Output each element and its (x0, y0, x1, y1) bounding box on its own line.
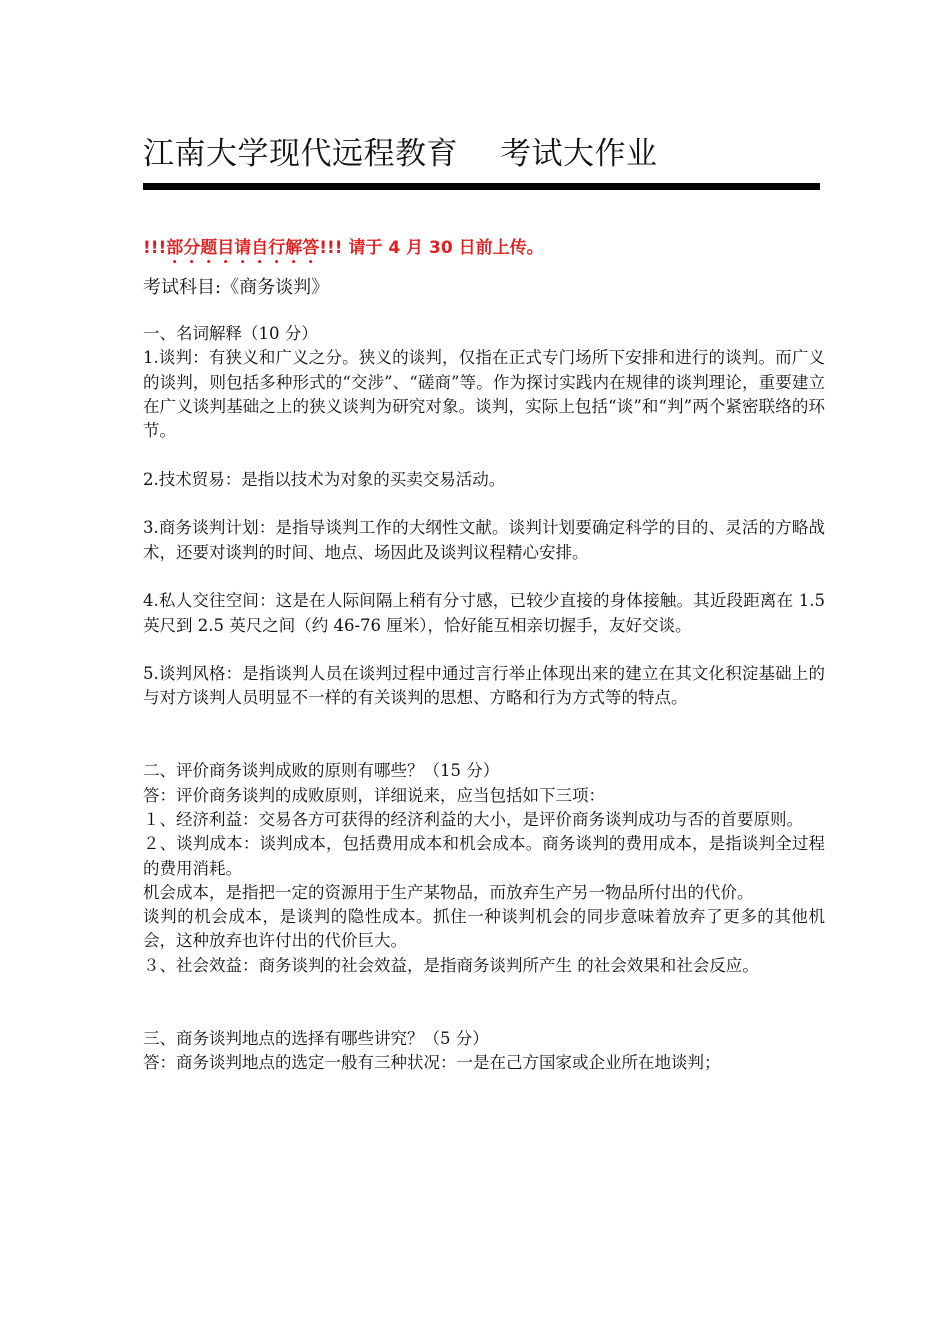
notice-deadline: 请于 4 月 30 日前上传。 (342, 238, 544, 258)
upload-notice (143, 233, 544, 268)
section-heading: 二、评价商务谈判成败的原则有哪些？（15 分） (143, 761, 500, 781)
answer-line: 答：商务谈判地点的选定一般有三种状况：一是在己方国家或企业所在地谈判； (143, 1052, 721, 1072)
document-type: 考试大作业 (500, 136, 658, 172)
answer-line: 谈判的机会成本，是谈判的隐性成本。抓住一种谈判机会的同步意味着放弃了更多的其他机会，这种放弃也许付出的代价巨大。 (143, 907, 825, 951)
school-name: 江南大学现代远程教育 (143, 136, 458, 172)
document-body (143, 322, 825, 1075)
term-definition: 4.私人交往空间：这是在人际间隔上稍有分寸感，已较少直接的身体接触。其近段距离在 1.5 英尺到 2.5 英尺之间（约 46-76 厘米），恰好能互相亲切握手，友好交谈。 (143, 591, 825, 635)
title-divider (143, 183, 820, 190)
term-definition: 1.谈判：有狭义和广义之分。狭义的谈判，仅指在正式专门场所下安排和进行的谈判。而广义的谈判，则包括多种形式的“交涉”、“磋商”等。作为探讨实践内在规律的谈判理论，重要建立在广义谈判基础之上的狭义谈判为研究对象。谈判，实际上包括“谈”和“判”两个紧密联络的环节。 (143, 348, 825, 441)
section-heading: 一、名词解释（10 分） (143, 324, 318, 343)
exam-subject: 考试科目:《商务谈判》 (143, 277, 330, 298)
answer-line: 答：评价商务谈判的成败原则，详细说来，应当包括如下三项： (143, 785, 605, 805)
term-definition: 3.商务谈判计划：是指导谈判工作的大纲性文献。谈判计划要确定科学的目的、灵活的方略战术，还要对谈判的时间、地点、场因此及谈判议程精心安排。 (143, 518, 825, 562)
term-definition: 5.谈判风格：是指谈判人员在谈判过程中通过言行举止体现出来的建立在其文化积淀基础上的与对方谈判人员明显不一样的有关谈判的思想、方略和行为方式等的特点。 (143, 664, 825, 708)
document-title (143, 128, 658, 173)
notice-emphasis: !!!部分题目请自行解答!!! (143, 238, 343, 258)
answer-line: 机会成本，是指把一定的资源用于生产某物品，而放弃生产另一物品所付出的代价。 (143, 882, 754, 902)
answer-line: ３、社会效益：商务谈判的社会效益，是指商务谈判所产生 的社会效果和社会反应。 (143, 955, 759, 975)
answer-line: １、经济利益：交易各方可获得的经济利益的大小，是评价商务谈判成功与否的首要原则。 (143, 809, 803, 829)
section-heading: 三、商务谈判地点的选择有哪些讲究？（5 分） (143, 1028, 489, 1048)
term-definition: 2.技术贸易：是指以技术为对象的买卖交易活动。 (143, 469, 506, 489)
answer-line: ２、谈判成本：谈判成本，包括费用成本和机会成本。商务谈判的费用成本，是指谈判全过程的费用消耗。 (143, 834, 825, 878)
